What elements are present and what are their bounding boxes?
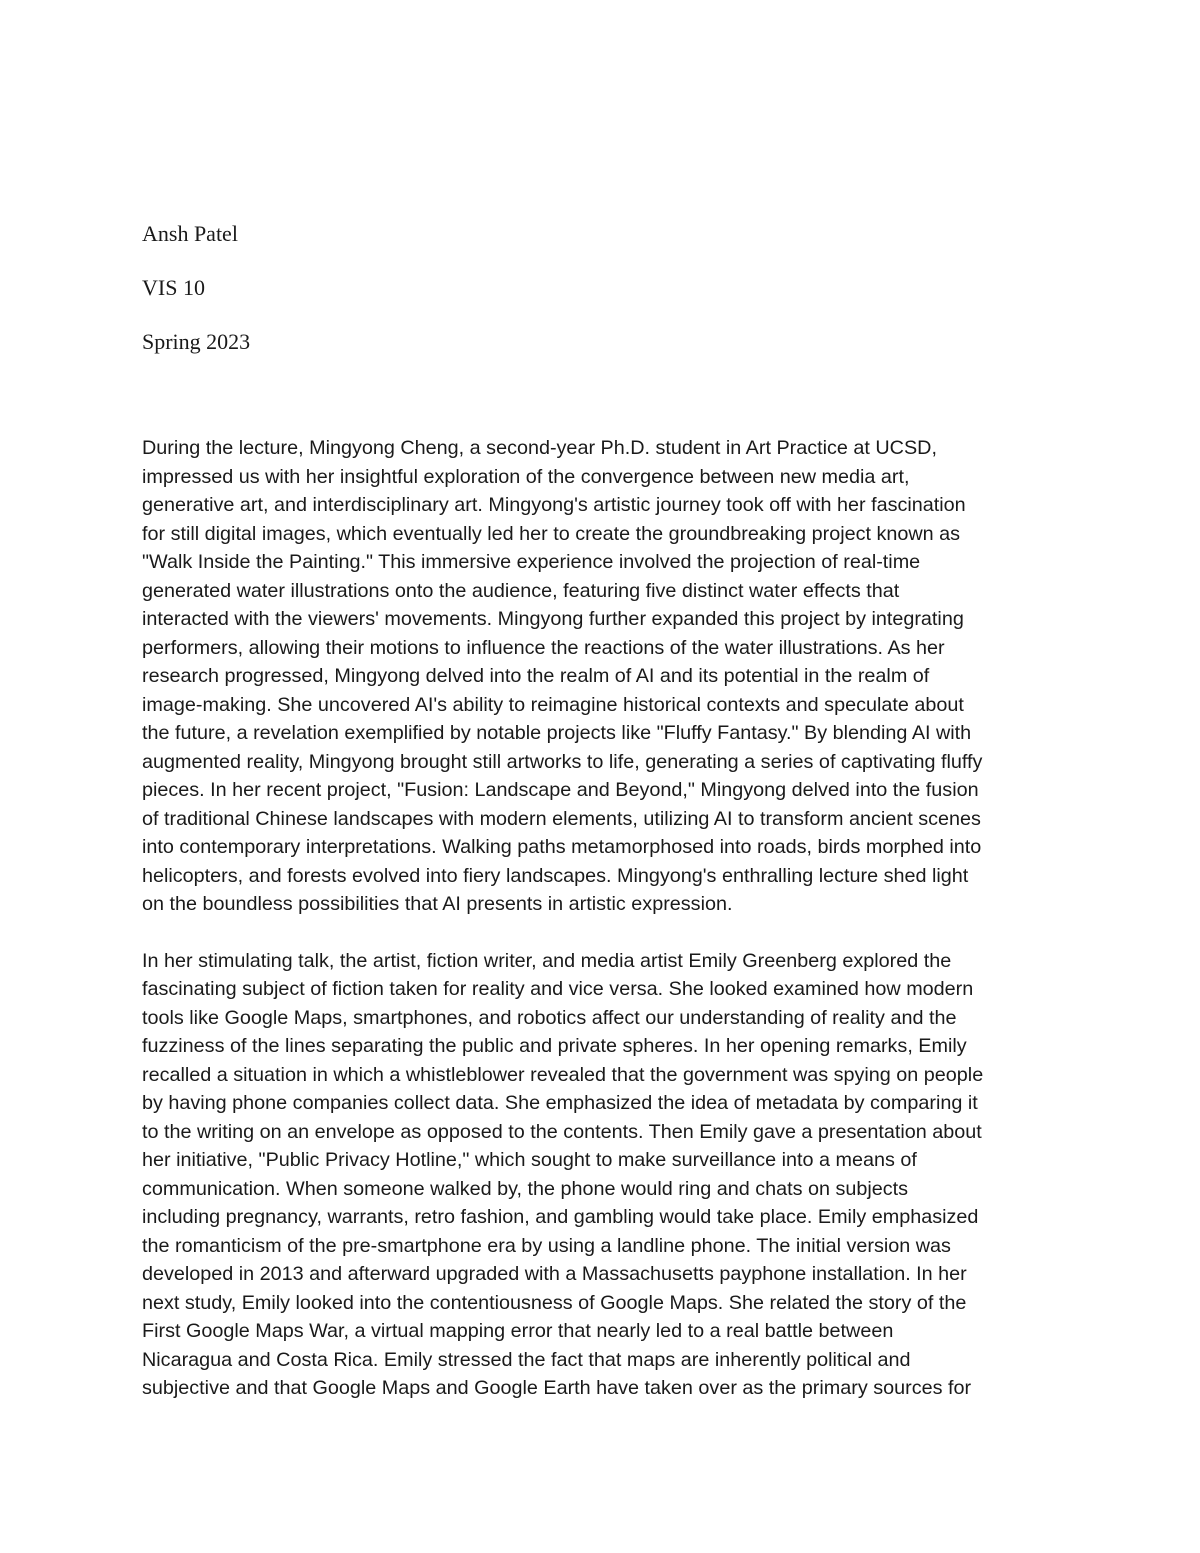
text-line: research progressed, Mingyong delved into the realm of AI and its potential in the realm of xyxy=(142,665,930,687)
author-name: Ansh Patel xyxy=(142,221,238,246)
text-line: helicopters, and forests evolved into fiery landscapes. Mingyong's enthralling lecture shed light xyxy=(142,864,969,887)
text-line: "Walk Inside the Painting." This immersive experience involved the projection of real-time xyxy=(142,551,921,573)
text-line: the future, a revelation exemplified by notable projects like "Fluffy Fantasy." By blending AI with xyxy=(142,722,972,744)
text-line: augmented reality, Mingyong brought still artworks to life, generating a series of captivating fluffy xyxy=(142,750,983,773)
course-name: VIS 10 xyxy=(142,275,205,300)
text-line: developed in 2013 and afterward upgraded with a Massachusetts payphone installation. In her xyxy=(142,1263,967,1285)
text-line: fuzziness of the lines separating the public and private spheres. In her opening remarks, Emily xyxy=(142,1035,967,1057)
text-line: including pregnancy, warrants, retro fashion, and gambling would take place. Emily emphasized xyxy=(142,1206,979,1228)
text-line: recalled a situation in which a whistleblower revealed that the government was spying on people xyxy=(142,1063,984,1086)
text-line: her initiative, "Public Privacy Hotline," which sought to make surveillance into a means of xyxy=(142,1149,917,1171)
text-line: tools like Google Maps, smartphones, and robotics affect our understanding of reality and the xyxy=(142,1006,957,1029)
text-line: During the lecture, Mingyong Cheng, a second-year Ph.D. student in Art Practice at UCSD, xyxy=(142,437,937,459)
document-header xyxy=(142,220,742,382)
text-line: by having phone companies collect data. She emphasized the idea of metadata by comparing it xyxy=(142,1092,978,1114)
text-line: next study, Emily looked into the contentiousness of Google Maps. She related the story of the xyxy=(142,1291,967,1314)
text-line: First Google Maps War, a virtual mapping error that nearly led to a real battle between xyxy=(142,1320,894,1342)
text-line: on the boundless possibilities that AI presents in artistic expression. xyxy=(142,893,733,915)
term: Spring 2023 xyxy=(142,329,251,354)
text-line: image-making. She uncovered AI's ability to reimagine historical contexts and speculate about xyxy=(142,693,964,716)
paragraph xyxy=(142,434,1062,919)
text-line: into contemporary interpretations. Walking paths metamorphosed into roads, birds morphed into xyxy=(142,836,982,858)
text-line: interacted with the viewers' movements. Mingyong further expanded this project by integrating xyxy=(142,608,964,630)
text-line: subjective and that Google Maps and Google Earth have taken over as the primary sources for xyxy=(142,1377,972,1399)
text-line: for still digital images, which eventually led her to create the groundbreaking project known as xyxy=(142,522,961,545)
text-line: communication. When someone walked by, the phone would ring and chats on subjects xyxy=(142,1177,909,1200)
text-line: generated water illustrations onto the audience, featuring five distinct water effects that xyxy=(142,579,900,602)
text-line: fascinating subject of fiction taken for reality and vice versa. She looked examined how modern xyxy=(142,978,974,1000)
text-line: performers, allowing their motions to influence the reactions of the water illustrations. As her xyxy=(142,636,945,659)
text-line: to the writing on an envelope as opposed to the contents. Then Emily gave a presentation about xyxy=(142,1120,982,1143)
text-line: impressed us with her insightful exploration of the convergence between new media art, xyxy=(142,465,910,488)
text-line: Nicaragua and Costa Rica. Emily stressed the fact that maps are inherently political and xyxy=(142,1348,911,1371)
text-line: of traditional Chinese landscapes with modern elements, utilizing AI to transform ancient scenes xyxy=(142,807,981,830)
essay-body xyxy=(142,434,1062,1403)
text-line: In her stimulating talk, the artist, fiction writer, and media artist Emily Greenberg explored the xyxy=(142,949,952,972)
text-line: the romanticism of the pre-smartphone era by using a landline phone. The initial version was xyxy=(142,1234,951,1257)
paragraph xyxy=(142,947,1062,1403)
text-line: pieces. In her recent project, "Fusion: Landscape and Beyond," Mingyong delved into the fusion xyxy=(142,779,979,801)
text-line: generative art, and interdisciplinary art. Mingyong's artistic journey took off with her fascination xyxy=(142,494,966,516)
